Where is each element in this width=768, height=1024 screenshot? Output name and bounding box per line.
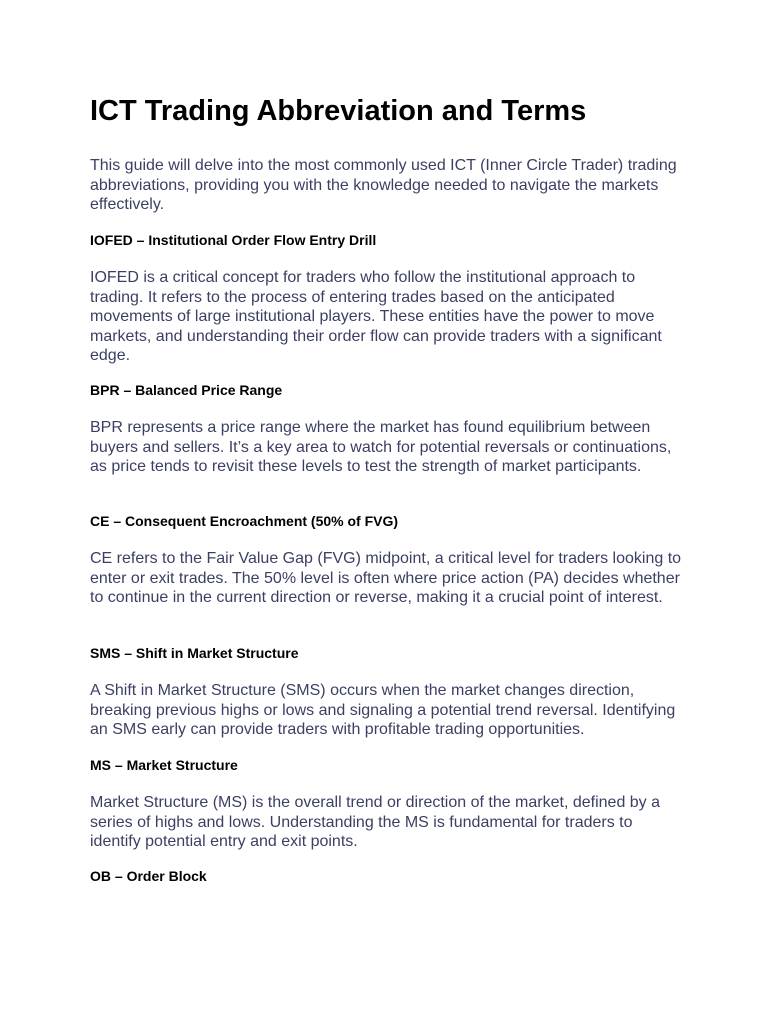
intro-paragraph: This guide will delve into the most commonly used ICT (Inner Circle Trader) trading abbreviations, providing you with the knowledge needed to navigate the markets effectively. bbox=[90, 157, 677, 213]
section-heading-ce: CE – Consequent Encroachment (50% of FVG) bbox=[90, 513, 399, 529]
section-heading-bpr: BPR – Balanced Price Range bbox=[90, 382, 283, 398]
section-heading-ms: MS – Market Structure bbox=[90, 757, 238, 773]
section-body-iofed: IOFED is a critical concept for traders who follow the institutional approach to trading. It refers to the process of entering trades based on the anticipated movements of large institutional players. These entities have the power to move markets, and understanding their order flow can provide traders with a significant edge. bbox=[90, 269, 662, 364]
section-heading-iofed: IOFED – Institutional Order Flow Entry Drill bbox=[90, 232, 377, 248]
section-body-ms: Market Structure (MS) is the overall trend or direction of the market, defined by a series of highs and lows. Understanding the MS is fundamental for traders to identify potential entry and exit points. bbox=[90, 794, 661, 850]
section-body-sms: A Shift in Market Structure (SMS) occurs when the market changes direction, breaking previous highs or lows and signaling a potential trend reversal. Identifying an SMS early can provide traders with profitable trading opportunities. bbox=[90, 682, 676, 738]
page-title: ICT Trading Abbreviation and Terms bbox=[90, 95, 587, 127]
section-heading-ob: OB – Order Block bbox=[90, 868, 207, 884]
section-heading-sms: SMS – Shift in Market Structure bbox=[90, 645, 299, 661]
section-body-ce: CE refers to the Fair Value Gap (FVG) midpoint, a critical level for traders looking to enter or exit trades. The 50% level is often where price action (PA) decides whether to continue in the current direction or reverse, making it a crucial point of interest. bbox=[90, 550, 682, 606]
section-body-bpr: BPR represents a price range where the market has found equilibrium between buyers and sellers. It’s a key area to watch for potential reversals or continuations, as price tends to revisit these levels to test the strength of market participants. bbox=[90, 419, 672, 475]
